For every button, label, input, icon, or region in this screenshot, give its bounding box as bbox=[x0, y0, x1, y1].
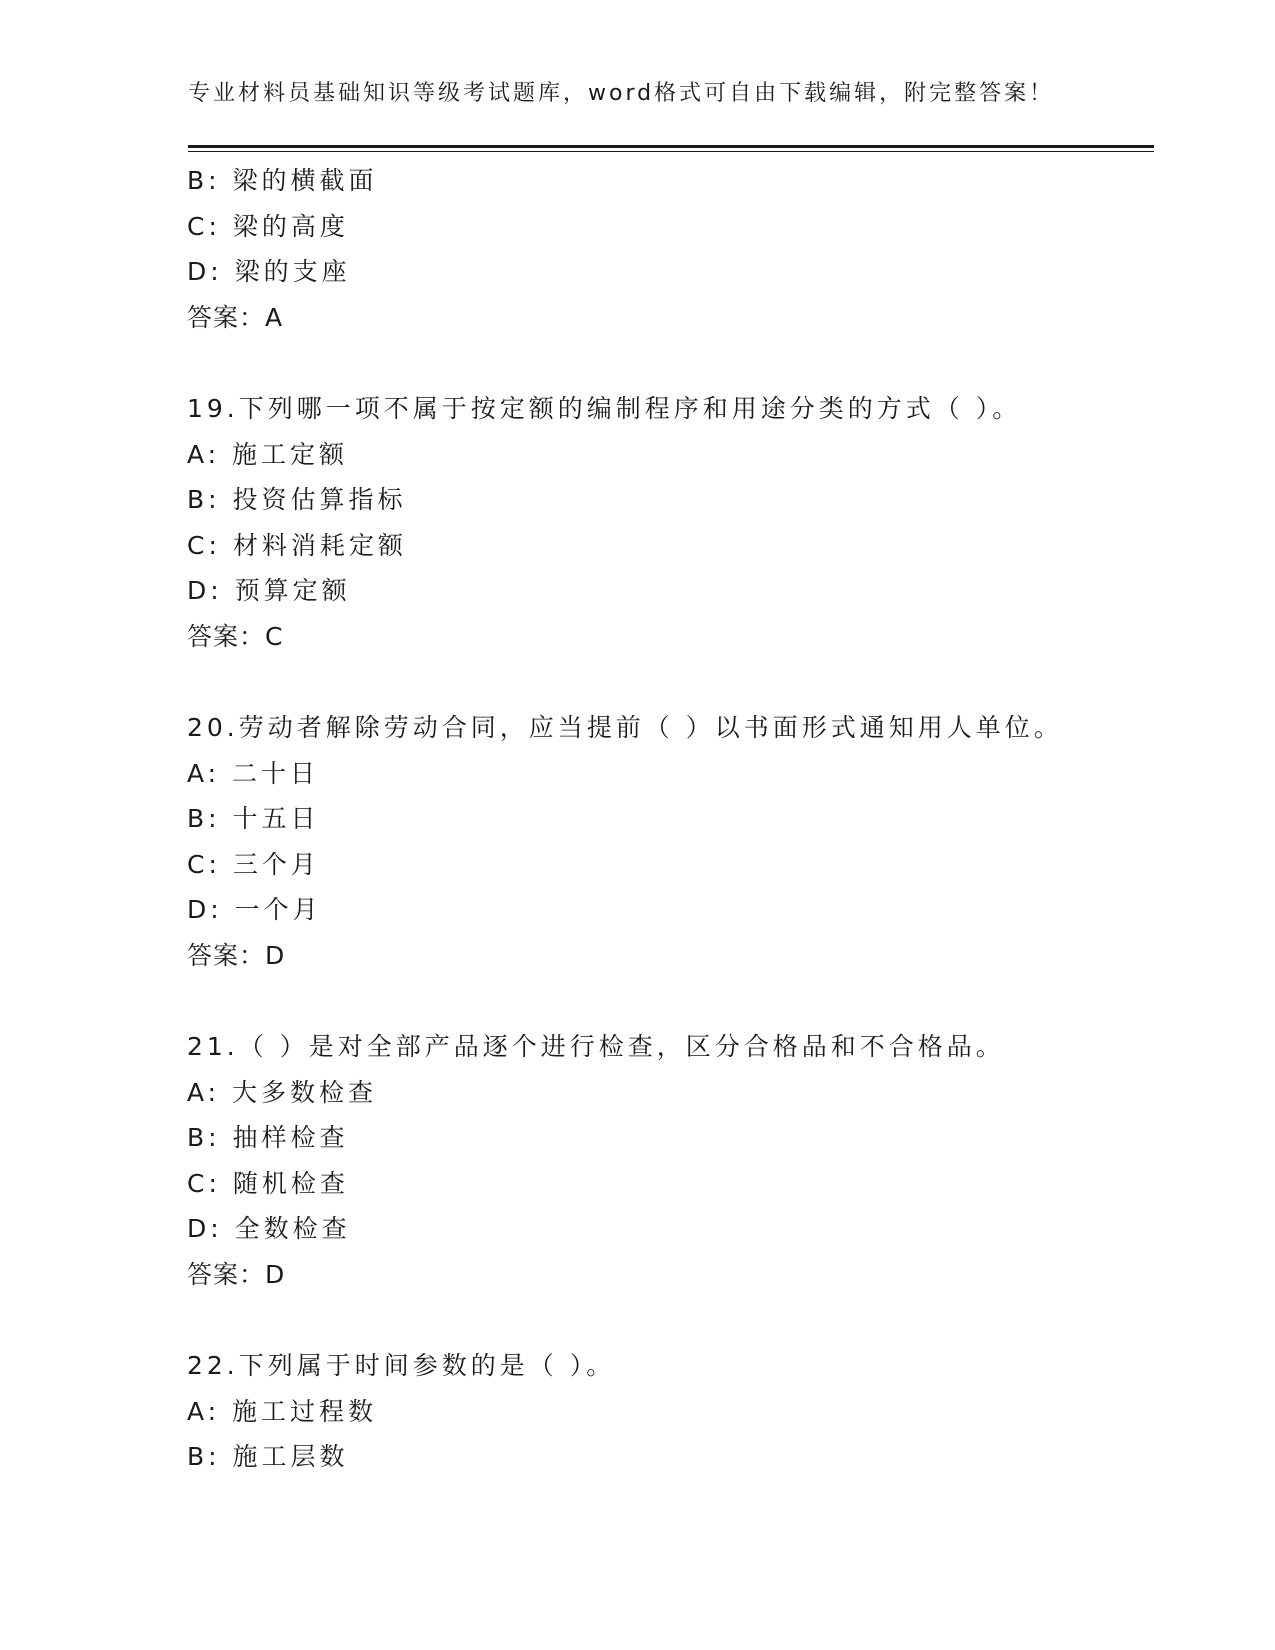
option-line: C: 随机检查 bbox=[187, 1168, 349, 1198]
header-rule-thin bbox=[188, 151, 1154, 152]
spacer bbox=[187, 340, 1157, 386]
header-rule-thick bbox=[188, 145, 1154, 148]
option-line: A: 施工定额 bbox=[187, 439, 349, 469]
question-stem: 21.（ ）是对全部产品逐个进行检查，区分合格品和不合格品。 bbox=[187, 1032, 1005, 1061]
spacer bbox=[187, 659, 1157, 705]
option-line: B: 投资估算指标 bbox=[187, 485, 407, 514]
option-line: C: 三个月 bbox=[187, 849, 320, 879]
page-header: 专业材料员基础知识等级考试题库，word格式可自由下载编辑，附完整答案！ bbox=[188, 81, 1055, 106]
option-line: A: 二十日 bbox=[187, 758, 320, 788]
option-line: D: 一个月 bbox=[187, 895, 322, 924]
answer-line: 答案：D bbox=[187, 1259, 286, 1289]
option-line: C: 材料消耗定额 bbox=[187, 530, 407, 560]
option-line: C: 梁的高度 bbox=[187, 211, 349, 241]
answer-line: 答案：D bbox=[187, 940, 286, 970]
spacer bbox=[187, 1297, 1157, 1343]
option-line: A: 大多数检查 bbox=[187, 1077, 378, 1107]
answer-line: 答案：A bbox=[187, 302, 284, 332]
question-stem: 22.下列属于时间参数的是（ ）。 bbox=[187, 1351, 616, 1380]
option-line: B: 抽样检查 bbox=[187, 1123, 349, 1152]
question-stem: 20.劳动者解除劳动合同，应当提前（ ）以书面形式通知用人单位。 bbox=[187, 713, 1063, 742]
option-line: D: 预算定额 bbox=[187, 576, 351, 605]
question-stem: 19.下列哪一项不属于按定额的编制程序和用途分类的方式（ ）。 bbox=[187, 394, 1022, 423]
option-line: A: 施工过程数 bbox=[187, 1396, 378, 1426]
option-line: D: 全数检查 bbox=[187, 1214, 351, 1243]
spacer bbox=[187, 978, 1157, 1024]
option-line: B: 施工层数 bbox=[187, 1442, 349, 1471]
option-line: B: 十五日 bbox=[187, 804, 320, 833]
option-line: B: 梁的横截面 bbox=[187, 166, 378, 195]
question-content bbox=[187, 158, 1157, 1480]
option-line: D: 梁的支座 bbox=[187, 257, 351, 286]
answer-line: 答案：C bbox=[187, 621, 284, 651]
